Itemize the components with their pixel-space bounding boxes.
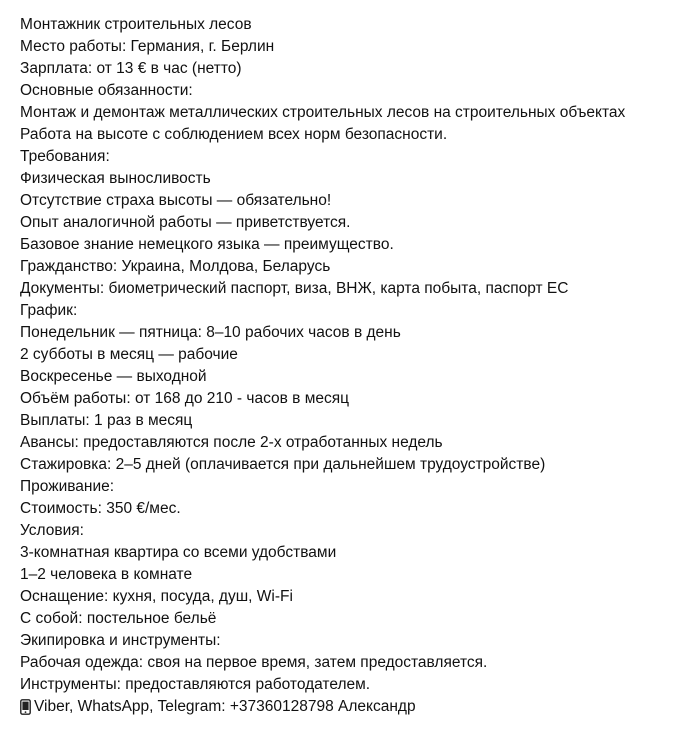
job-posting-document <box>20 14 675 718</box>
housing-heading: Проживание: <box>20 478 115 495</box>
requirement-item: Опыт аналогичной работы — приветствуется. <box>20 214 351 231</box>
schedule-heading: График: <box>20 302 78 319</box>
duty-item: Монтаж и демонтаж металлических строительных лесов на строительных объектах <box>20 104 626 121</box>
payments: Выплаты: 1 раз в месяц <box>20 412 193 429</box>
salary: Зарплата: от 13 € в час (нетто) <box>20 60 242 77</box>
contact-line <box>20 696 675 718</box>
requirements-heading: Требования: <box>20 148 110 165</box>
condition-item: 3-комнатная квартира со всеми удобствами <box>20 544 337 561</box>
duties-heading: Основные обязанности: <box>20 82 193 99</box>
schedule-item: 2 субботы в месяц — рабочие <box>20 346 238 363</box>
job-title: Монтажник строительных лесов <box>20 16 252 33</box>
equipment-item: Рабочая одежда: своя на первое время, затем предоставляется. <box>20 654 488 671</box>
equipment-item: Инструменты: предоставляются работодателем. <box>20 676 371 693</box>
condition-item: Оснащение: кухня, посуда, душ, Wi-Fi <box>20 588 293 605</box>
work-volume: Объём работы: от 168 до 210 - часов в месяц <box>20 390 350 407</box>
duty-item: Работа на высоте с соблюдением всех норм безопасности. <box>20 126 448 143</box>
schedule-item: Понедельник — пятница: 8–10 рабочих часов в день <box>20 324 401 341</box>
internship: Стажировка: 2–5 дней (оплачивается при дальнейшем трудоустройстве) <box>20 456 546 473</box>
contact-text: Viber, WhatsApp, Telegram: +37360128798 Александр <box>34 698 416 715</box>
work-location: Место работы: Германия, г. Берлин <box>20 38 275 55</box>
conditions-heading: Условия: <box>20 522 84 539</box>
requirement-item: Отсутствие страха высоты — обязательно! <box>20 192 332 209</box>
equipment-heading: Экипировка и инструменты: <box>20 632 221 649</box>
citizenship: Гражданство: Украина, Молдова, Беларусь <box>20 258 331 275</box>
housing-cost: Стоимость: 350 €/мес. <box>20 500 181 517</box>
condition-item: 1–2 человека в комнате <box>20 566 193 583</box>
condition-item: С собой: постельное бельё <box>20 610 217 627</box>
schedule-item: Воскресенье — выходной <box>20 368 207 385</box>
requirement-item: Базовое знание немецкого языка — преимущество. <box>20 236 394 253</box>
mobile-phone-icon <box>20 699 31 715</box>
documents: Документы: биометрический паспорт, виза, ВНЖ, карта побыта, паспорт ЕС <box>20 280 569 297</box>
advances: Авансы: предоставляются после 2-х отработанных недель <box>20 434 443 451</box>
requirement-item: Физическая выносливость <box>20 170 211 187</box>
